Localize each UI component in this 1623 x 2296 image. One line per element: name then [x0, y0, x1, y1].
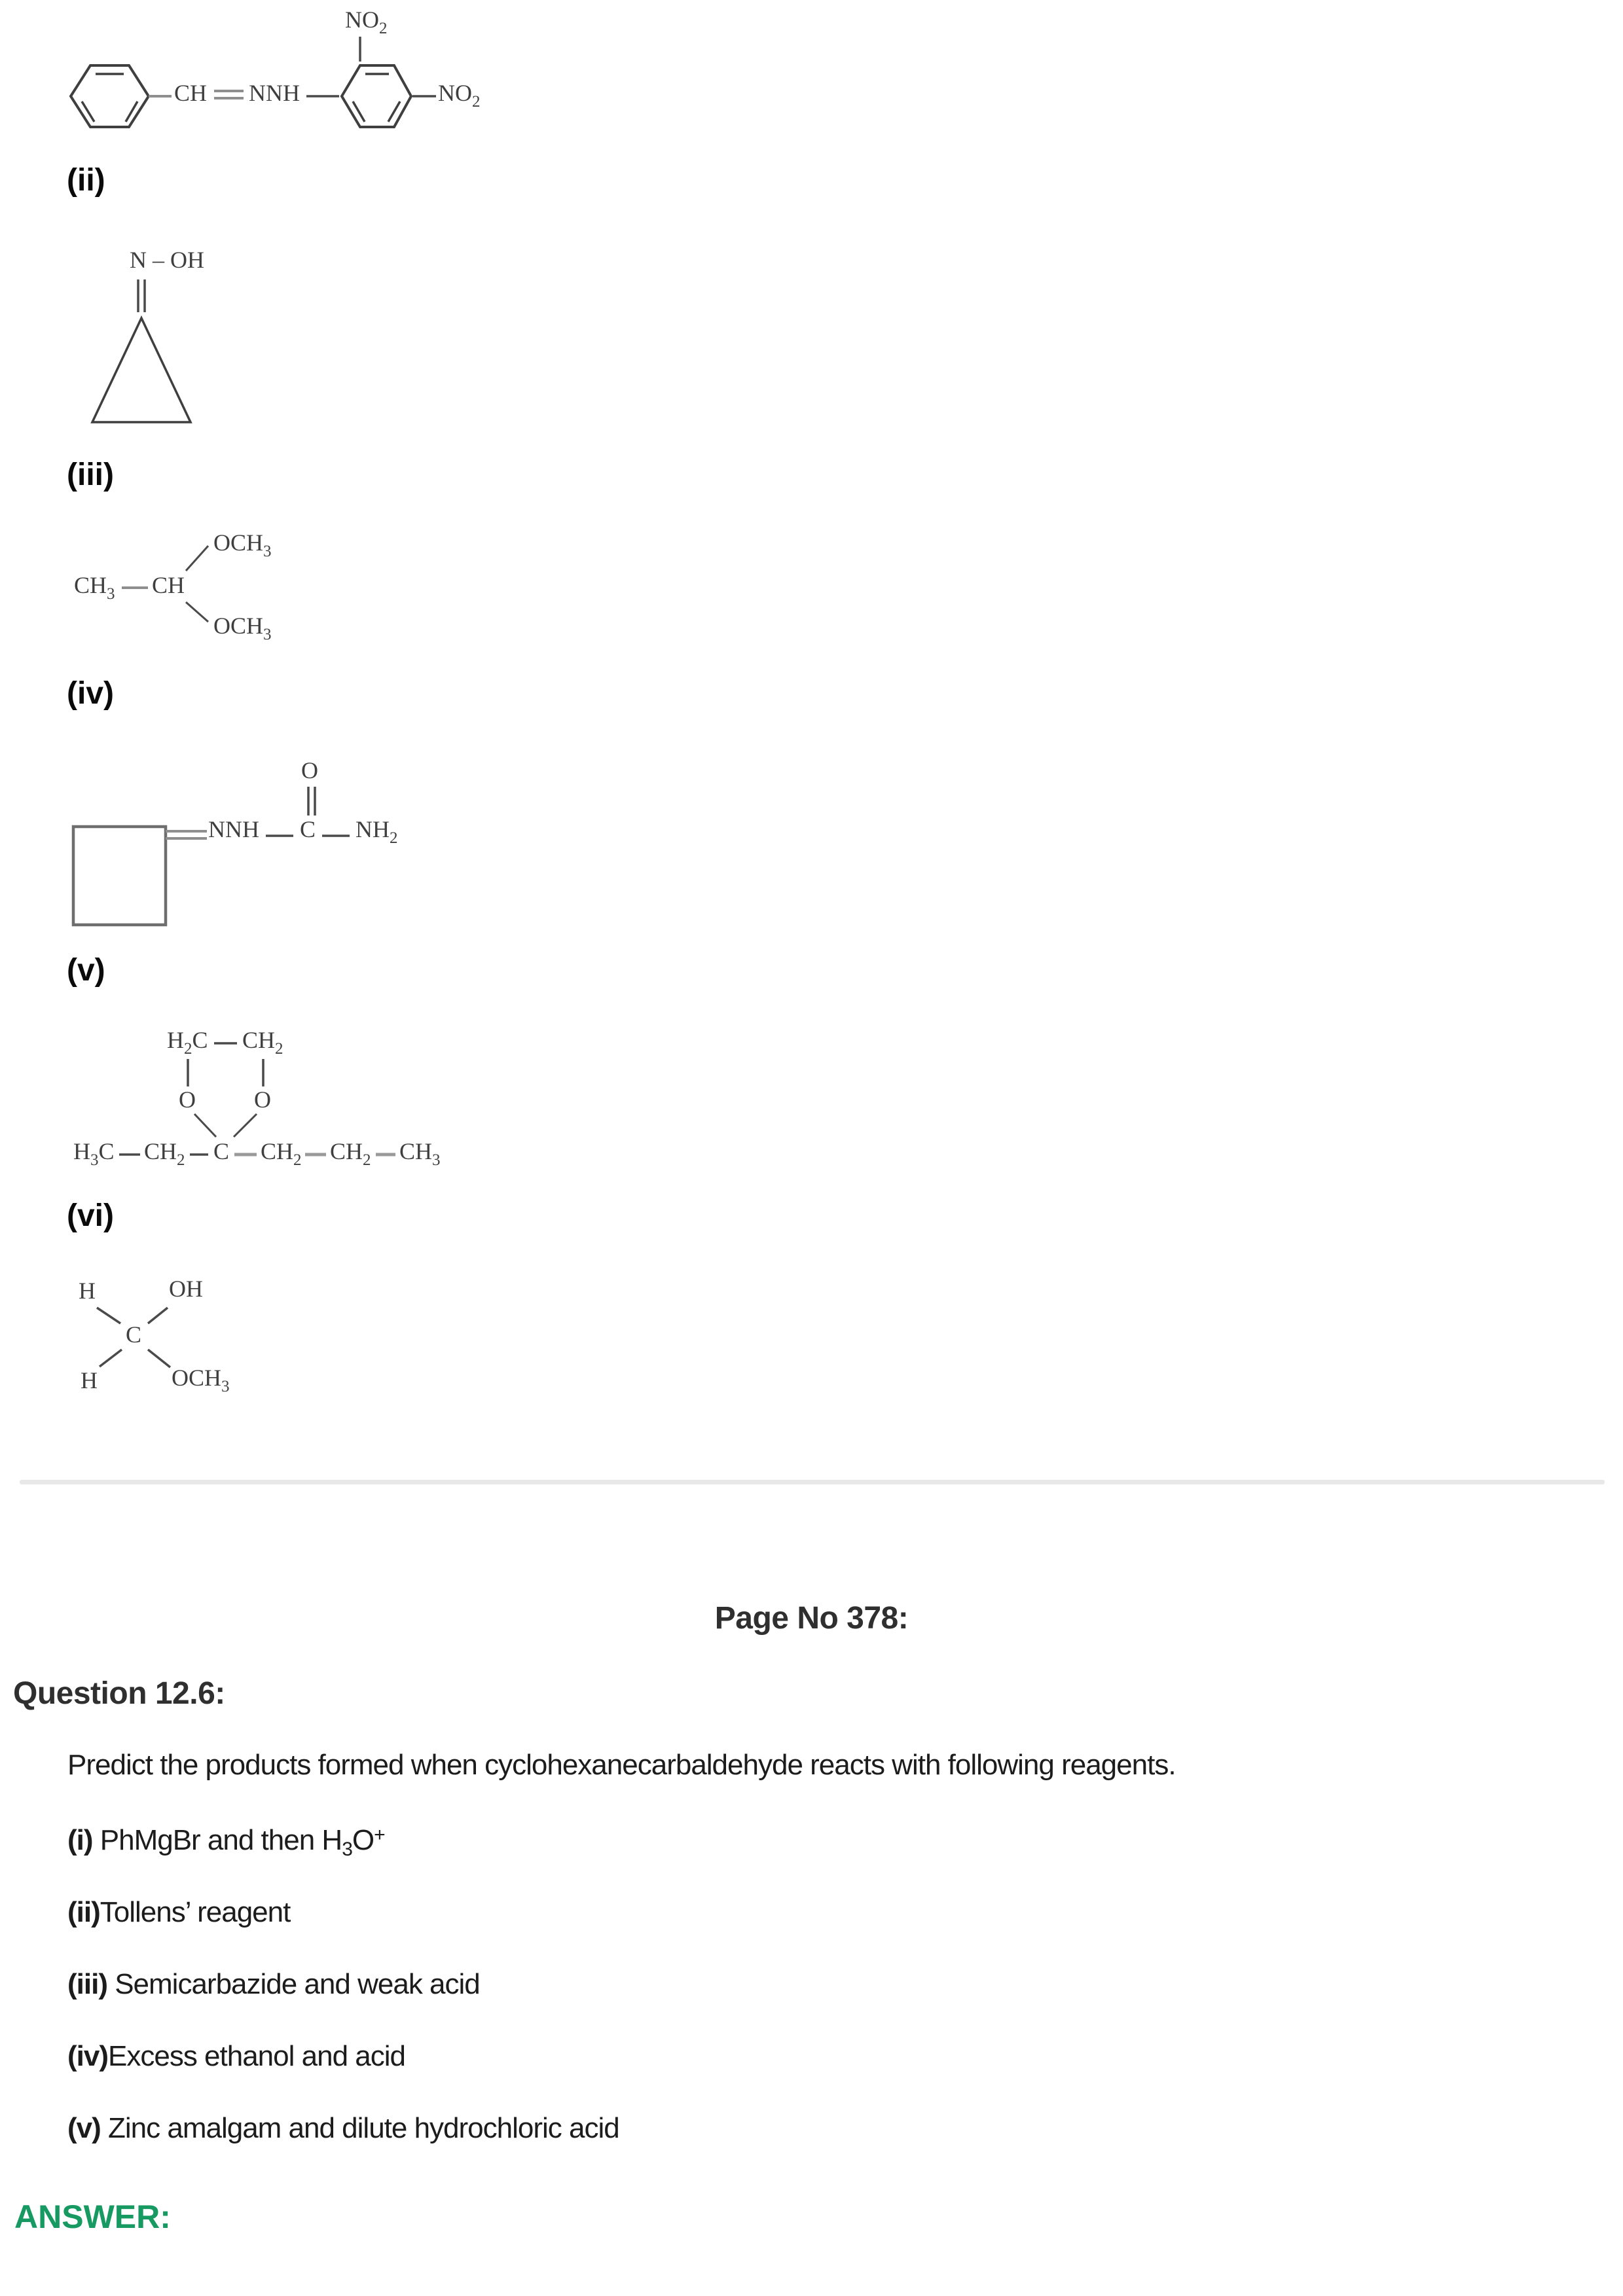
semicarbazone-nnh-label: NNH: [208, 816, 259, 842]
structure-oxime-bonds: [92, 279, 191, 422]
question-text: Predict the products formed when cyclohexanecarbaldehyde reacts with following reagents.: [67, 1749, 1176, 1781]
ketal-ch2-top-label: $CH_2$: [242, 1027, 283, 1058]
reagent-item-i: (i) PhMgBr and then $H_3O^+$: [67, 1824, 385, 1860]
hemiacetal-h-bottom-label: H: [81, 1367, 98, 1393]
acetal-ch-label: CH: [152, 572, 185, 598]
hemiacetal-c-label: C: [126, 1321, 142, 1348]
hydrazone-nnh-label: NNH: [249, 80, 300, 106]
ketal-ch2b-label: $CH_2$: [261, 1138, 302, 1169]
section-divider: [20, 1480, 1605, 1484]
hemiacetal-oh-label: OH: [169, 1276, 203, 1302]
ketal-ch3-label: $CH_3$: [399, 1138, 441, 1169]
cyclopropane-ring-icon: [92, 318, 191, 422]
hydrazone-ch-label: CH: [174, 80, 208, 106]
structure-label-iii: (iii): [67, 457, 114, 492]
reagent-i-number: (i): [67, 1824, 93, 1856]
ketal-ch2a-label: $CH_2$: [144, 1138, 185, 1169]
page-number-heading: Page No 378:: [714, 1601, 909, 1636]
reagent-item-iv: (iv)Excess ethanol and acid: [67, 2040, 405, 2072]
structure-label-ii: (ii): [67, 163, 105, 198]
reagent-ii-number: (ii): [67, 1896, 100, 1928]
reagent-item-v: (v) Zinc amalgam and dilute hydrochloric acid: [67, 2112, 619, 2144]
question-heading: Question 12.6:: [13, 1676, 225, 1711]
structure-label-iv: (iv): [67, 676, 114, 711]
ketal-h3c-label: $H_3C$: [73, 1138, 115, 1169]
ketal-c-label: C: [213, 1138, 230, 1164]
page-number-heading-wrap: [0, 1600, 1623, 1636]
answer-heading: ANSWER:: [14, 2198, 171, 2235]
hemiacetal-och3-label: $OCH_3$: [172, 1365, 230, 1395]
reagent-iii-number: (iii): [67, 1968, 107, 2000]
reagent-iv-number: (iv): [67, 2040, 108, 2072]
acetal-och3-bottom-label: $OCH_3$: [213, 613, 272, 643]
ketal-h2c-label: $H_2C$: [167, 1027, 208, 1058]
oxime-noh-label: N – OH: [130, 247, 204, 273]
no2-right-label: $NO_2$: [438, 80, 481, 111]
cyclobutane-ring-icon: [73, 827, 166, 925]
semicarbazone-c-label: C: [300, 816, 316, 842]
reagent-v-number: (v): [67, 2112, 101, 2144]
ketal-o-right-label: O: [254, 1086, 271, 1113]
structure-label-vi: (vi): [67, 1198, 114, 1233]
reagent-item-iii: (iii) Semicarbazide and weak acid: [67, 1968, 480, 2000]
reagent-item-ii: (ii)Tollens’ reagent: [67, 1896, 291, 1928]
ketal-ch2c-label: $CH_2$: [330, 1138, 371, 1169]
structure-label-v: (v): [67, 953, 105, 988]
semicarbazone-o-label: O: [301, 757, 318, 783]
semicarbazone-nh2-label: $NH_2$: [356, 816, 398, 847]
ketal-o-left-label: O: [179, 1086, 196, 1113]
acetal-och3-top-label: $OCH_3$: [213, 529, 272, 560]
acetal-ch3-label: $CH_3$: [74, 572, 115, 603]
structure-semicarbazone-bonds: [73, 787, 350, 925]
hemiacetal-h-top-label: H: [79, 1278, 96, 1304]
no2-top-label: $NO_2$: [345, 7, 388, 37]
